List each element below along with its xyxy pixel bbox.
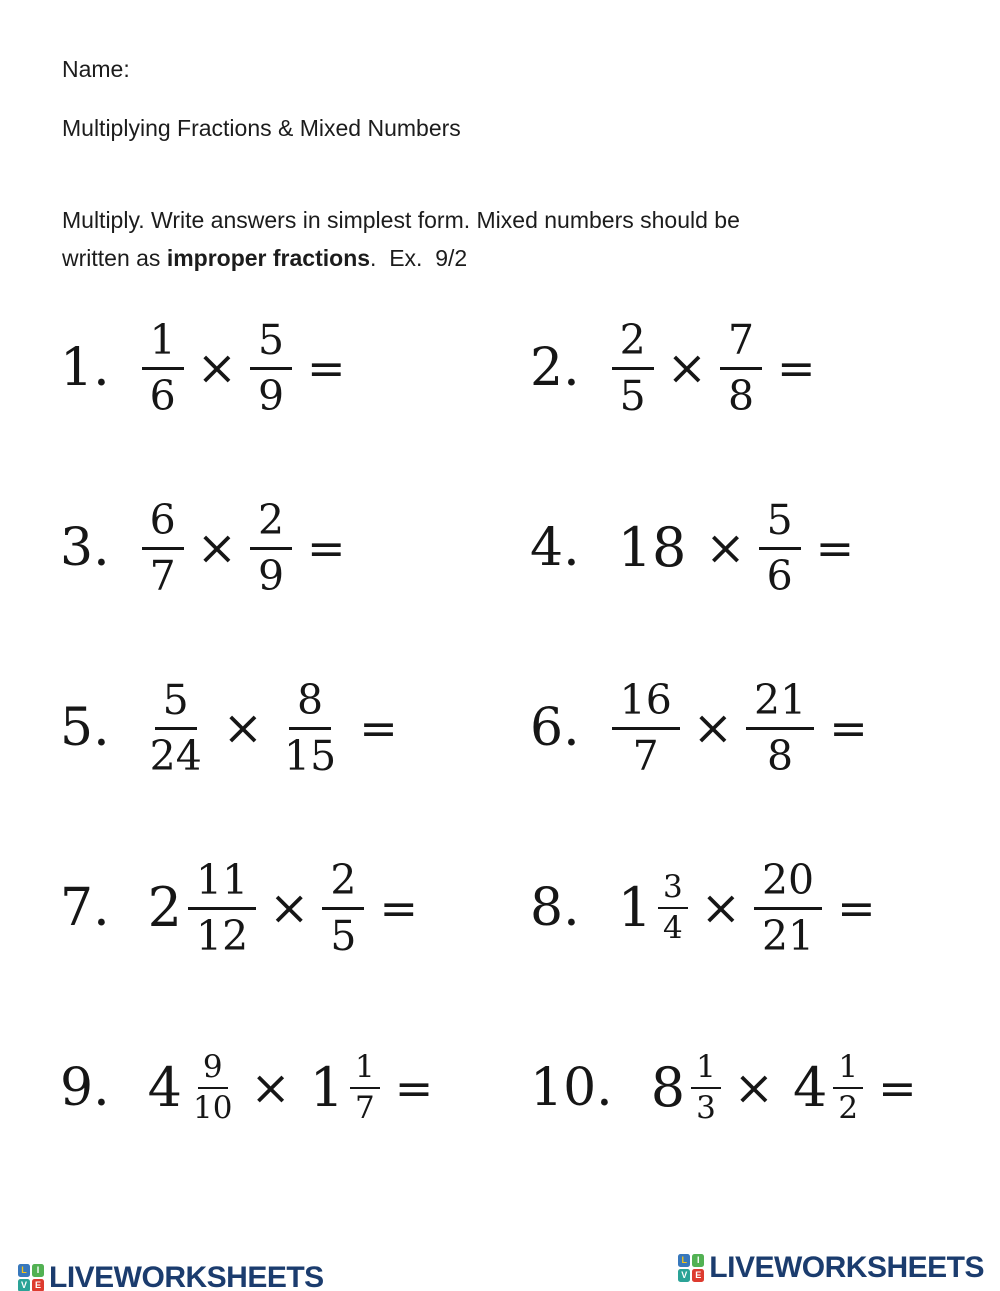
fraction	[142, 495, 184, 600]
logo-tile-l: L	[678, 1254, 690, 1267]
problem-expression	[612, 675, 868, 780]
fraction	[658, 869, 688, 946]
fraction	[188, 855, 256, 960]
multiply-sign: ×	[705, 520, 746, 576]
fraction	[142, 315, 184, 420]
logo-tile-e: E	[692, 1269, 704, 1282]
fraction-numerator: 11	[188, 860, 256, 910]
problem-number: 9.	[60, 1058, 110, 1118]
fraction-numerator: 2	[322, 860, 364, 910]
whole-number: 1	[617, 876, 652, 939]
problem-number: 7.	[60, 878, 110, 938]
fraction	[276, 675, 344, 780]
multiply-sign: ×	[196, 520, 237, 576]
instructions-line2-prefix: written as	[62, 245, 167, 271]
liveworksheets-logo-left	[18, 1261, 324, 1291]
problem-expression	[612, 495, 855, 600]
page-title: Multiplying Fractions & Mixed Numbers	[62, 115, 461, 141]
fraction	[691, 1049, 721, 1126]
multiply-sign: ×	[222, 700, 264, 756]
fraction-denominator: 21	[761, 911, 815, 960]
whole-number: 1	[309, 1056, 345, 1119]
multiply-sign: ×	[692, 700, 734, 756]
fraction-numerator: 3	[658, 872, 688, 909]
whole-number: 18	[617, 516, 687, 579]
problem-item	[60, 818, 530, 998]
name-label: Name:	[62, 56, 130, 82]
problem-item	[530, 998, 970, 1178]
multiply-sign: ×	[196, 340, 237, 396]
equals-sign: =	[359, 701, 398, 755]
fraction-numerator: 21	[746, 680, 814, 730]
equals-sign: =	[307, 341, 346, 395]
problem-number: 2.	[530, 338, 580, 398]
instructions-line2-suffix: . Ex. 9/2	[370, 245, 468, 271]
fraction-denominator: 5	[330, 911, 357, 960]
fraction-numerator: 6	[142, 500, 184, 550]
fraction	[350, 1049, 380, 1126]
problem-item	[60, 998, 530, 1178]
fraction-denominator: 5	[619, 371, 646, 420]
whole-number: 4	[147, 1056, 182, 1119]
problem-number: 8.	[530, 878, 580, 938]
fraction-denominator: 24	[149, 731, 202, 780]
fraction-numerator: 20	[754, 860, 822, 910]
multiply-sign: ×	[700, 880, 741, 936]
fraction-denominator: 9	[257, 551, 285, 600]
fraction-denominator: 7	[355, 1090, 375, 1126]
fraction-numerator: 1	[142, 320, 184, 370]
fraction-numerator: 5	[155, 680, 197, 730]
problem-expression	[142, 675, 398, 780]
problem-item	[60, 278, 530, 458]
logo-tile-v: V	[18, 1279, 30, 1291]
problem-expression	[612, 855, 876, 960]
equals-sign: =	[777, 341, 816, 395]
problem-item	[530, 818, 970, 998]
instructions	[62, 201, 912, 277]
fraction	[746, 675, 814, 780]
fraction	[720, 315, 762, 420]
problem-item	[530, 278, 970, 458]
fraction	[833, 1049, 863, 1126]
fraction-numerator: 8	[289, 680, 331, 730]
fraction-denominator: 15	[284, 731, 337, 780]
problem-expression	[142, 1049, 434, 1126]
multiply-sign: ×	[733, 1060, 775, 1116]
whole-number: 8	[650, 1056, 686, 1119]
fraction-numerator: 1	[350, 1052, 380, 1089]
fraction	[250, 315, 292, 420]
fraction-denominator: 6	[766, 551, 793, 600]
instructions-bold: improper fractions	[166, 245, 371, 271]
fraction-denominator: 8	[767, 731, 794, 780]
fraction-denominator: 9	[257, 371, 285, 420]
problem-number: 4.	[530, 518, 580, 578]
problem-number: 3.	[60, 518, 110, 578]
liveworksheets-wordmark: LIVEWORKSHEETS	[49, 1261, 324, 1291]
fraction-denominator: 2	[838, 1090, 859, 1126]
fraction-numerator: 2	[250, 500, 292, 550]
fraction-denominator: 4	[662, 910, 683, 946]
fraction-numerator: 5	[250, 320, 292, 370]
problem-expression	[142, 315, 346, 420]
multiply-sign: ×	[250, 1060, 291, 1116]
fraction-denominator: 7	[149, 551, 176, 600]
fraction-numerator: 9	[198, 1052, 228, 1089]
whole-number: 4	[793, 1056, 828, 1119]
fraction	[188, 1049, 237, 1126]
fraction-numerator: 16	[612, 680, 680, 730]
problem-expression	[612, 315, 816, 420]
fraction	[142, 675, 210, 780]
problem-number: 10.	[530, 1058, 613, 1118]
problem-number: 5.	[60, 698, 110, 758]
multiply-sign: ×	[269, 880, 310, 936]
fraction-numerator: 2	[612, 320, 654, 370]
problem-expression	[645, 1049, 917, 1126]
fraction-denominator: 12	[195, 911, 249, 960]
logo-tile-v: V	[678, 1269, 690, 1282]
fraction	[250, 495, 292, 600]
logo-tile-i: I	[692, 1254, 704, 1267]
fraction	[322, 855, 364, 960]
fraction	[612, 315, 654, 420]
fraction-numerator: 7	[720, 320, 762, 370]
equals-sign: =	[815, 521, 855, 575]
equals-sign: =	[307, 521, 346, 575]
equals-sign: =	[394, 1061, 434, 1115]
problem-item	[60, 638, 530, 818]
problem-number: 6.	[530, 698, 580, 758]
equals-sign: =	[379, 881, 419, 935]
fraction	[759, 495, 801, 600]
problem-item	[60, 458, 530, 638]
fraction-denominator: 7	[632, 731, 659, 780]
equals-sign: =	[837, 881, 876, 935]
fraction-numerator: 1	[833, 1052, 863, 1089]
fraction-denominator: 10	[192, 1090, 233, 1126]
equals-sign: =	[829, 701, 868, 755]
fraction-denominator: 6	[149, 371, 176, 420]
fraction-denominator: 3	[696, 1090, 716, 1126]
liveworksheets-logo-right	[678, 1251, 984, 1285]
logo-tile-i: I	[32, 1264, 44, 1277]
liveworksheets-logo-icon	[18, 1264, 44, 1291]
problem-expression	[142, 495, 346, 600]
problems-grid	[60, 278, 970, 1178]
problem-expression	[142, 855, 419, 960]
logo-tile-e: E	[32, 1279, 44, 1291]
liveworksheets-wordmark: LIVEWORKSHEETS	[709, 1251, 984, 1284]
logo-tile-l: L	[18, 1264, 30, 1277]
multiply-sign: ×	[666, 340, 707, 396]
fraction	[754, 855, 822, 960]
fraction-numerator: 1	[691, 1052, 721, 1089]
instructions-line1: Multiply. Write answers in simplest form. Mixed numbers should be	[62, 207, 740, 233]
whole-number: 2	[147, 876, 182, 939]
equals-sign: =	[878, 1061, 917, 1115]
problem-item	[530, 458, 970, 638]
fraction-denominator: 8	[727, 371, 755, 420]
fraction-numerator: 5	[759, 500, 801, 550]
liveworksheets-logo-icon	[678, 1254, 704, 1282]
problem-number: 1.	[60, 338, 110, 398]
problem-item	[530, 638, 970, 818]
fraction	[612, 675, 680, 780]
